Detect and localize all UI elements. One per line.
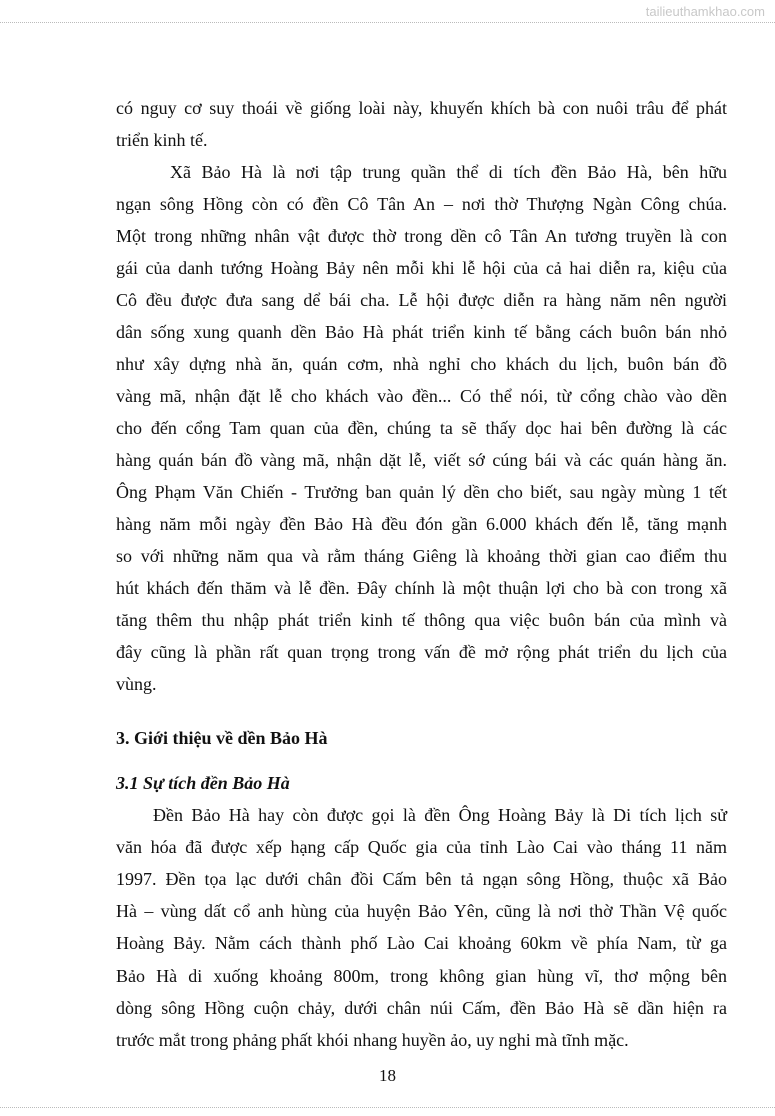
- text-line: Ông Phạm Văn Chiến - Trưởng ban quản lý dền cho biết, sau ngày mùng 1 tết: [116, 482, 727, 502]
- text-line: như xây dựng nhà ăn, quán cơm, nhà nghỉ cho khách du lịch, buôn bán đồ: [116, 354, 727, 374]
- text-line: Hà – vùng dất cổ anh hùng của huyện Bảo Yên, cũng là nơi thờ Thần Vệ quốc: [116, 901, 727, 921]
- text-line: đây cũng là phần rất quan trọng trong vấn đề mở rộng phát triển du lịch của: [116, 642, 727, 662]
- text-line: cho đến cổng Tam quan của đền, chúng ta sẽ thấy dọc hai bên đường là các: [116, 418, 727, 438]
- text-line: dòng sông Hồng cuộn chảy, dưới chân núi Cấm, đền Bảo Hà sẽ dần hiện ra: [116, 998, 727, 1018]
- page-number: 18: [379, 1066, 396, 1085]
- text-line: văn hóa đã được xếp hạng cấp Quốc gia của tỉnh Lào Cai vào tháng 11 năm: [116, 837, 727, 857]
- text-line: triển kinh tế.: [116, 130, 208, 150]
- text-line: có nguy cơ suy thoái về giống loài này, khuyến khích bà con nuôi trâu để phát: [116, 98, 727, 118]
- text-line: trước mắt trong phảng phất khói nhang huyền ảo, uy nghi mà tĩnh mặc.: [116, 1030, 629, 1050]
- text-line: hàng năm mỗi ngày đền Bảo Hà đều đón gần 6.000 khách đến lễ, tăng mạnh: [116, 514, 727, 534]
- text-line: hàng quán bán đồ vàng mã, nhận dặt lễ, viết sớ cúng bái và các quán hàng ăn.: [116, 450, 727, 470]
- text-line: hút khách đến thăm và lễ đền. Đây chính là một thuận lợi cho bà con trong xã: [116, 578, 727, 598]
- text-line: Đền Bảo Hà hay còn được gọi là đền Ông Hoàng Bảy là Di tích lịch sử: [153, 805, 727, 825]
- text-line: Cô đều được đưa sang dể bái cha. Lễ hội được diễn ra hàng năm nên người: [116, 290, 727, 310]
- text-line: gái của danh tướng Hoàng Bảy nên mỗi khi lễ hội của cả hai diễn ra, kiệu của: [116, 258, 727, 278]
- text-line: dân sống xung quanh dền Bảo Hà phát triển kinh tế bằng cách buôn bán nhỏ: [116, 322, 727, 342]
- scan-edge-bottom: [0, 1107, 775, 1116]
- text-line: Một trong những nhân vật được thờ trong dền cô Tân An tương truyền là con: [116, 226, 727, 246]
- text-line: Xã Bảo Hà là nơi tập trung quần thể di tích đền Bảo Hà, bên hữu: [170, 162, 727, 182]
- section-heading: 3. Giới thiệu về dền Bảo Hà: [116, 728, 328, 748]
- text-line: so với những năm qua và rằm tháng Giêng là khoảng thời gian cao điểm thu: [116, 546, 727, 566]
- text-line: Bảo Hà di xuống khoảng 800m, trong không gian hùng vĩ, thơ mộng bên: [116, 966, 727, 986]
- text-line: tăng thêm thu nhập phát triển kinh tế thông qua việc buôn bán của mình và: [116, 610, 727, 630]
- text-line: ngạn sông Hồng còn có đền Cô Tân An – nơi thờ Thượng Ngàn Công chúa.: [116, 194, 727, 214]
- text-line: Hoàng Bảy. Nằm cách thành phố Lào Cai khoảng 60km về phía Nam, từ ga: [116, 933, 727, 953]
- watermark: tailieuthamkhao.com: [645, 4, 765, 19]
- subsection-heading: 3.1 Sự tích đền Bảo Hà: [116, 773, 290, 793]
- text-line: vùng.: [116, 674, 157, 694]
- text-line: vàng mã, nhận đặt lễ cho khách vào đền... Có thể nói, từ cổng chào vào dền: [116, 386, 727, 406]
- text-line: 1997. Đền tọa lạc dưới chân đồi Cấm bên tả ngạn sông Hồng, thuộc xã Bảo: [116, 869, 727, 889]
